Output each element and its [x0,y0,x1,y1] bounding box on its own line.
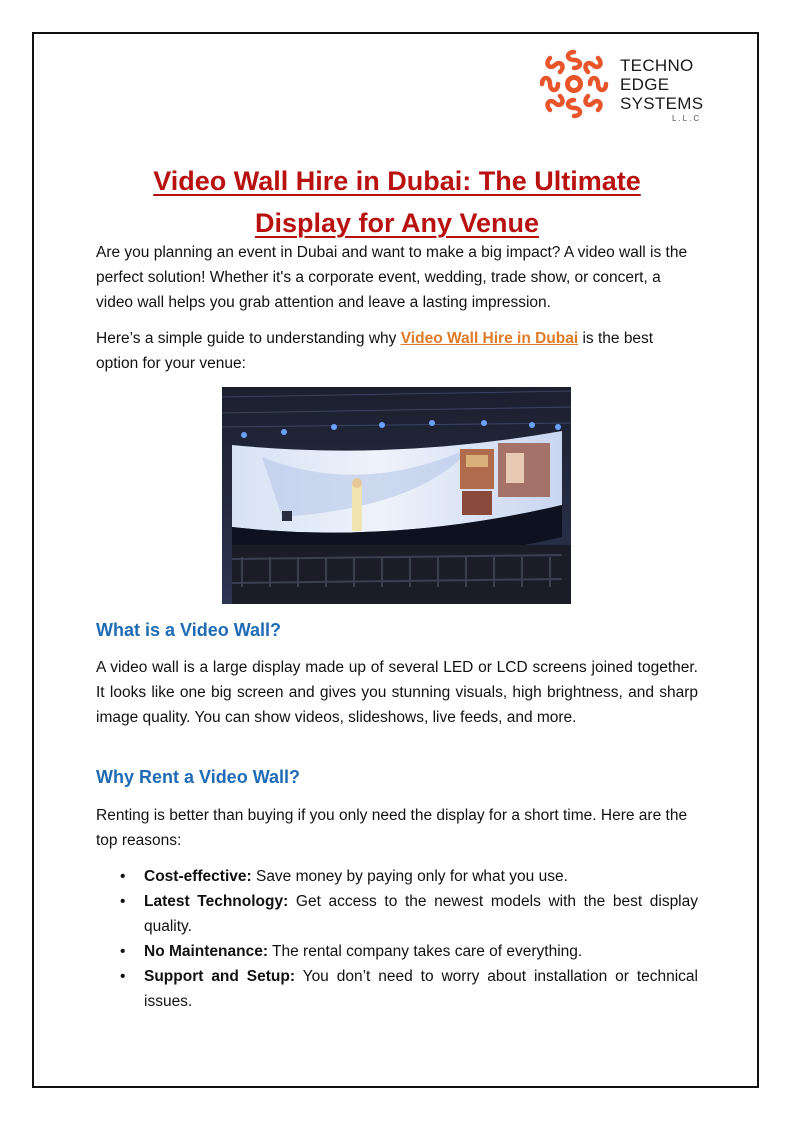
list-item-text: You don’t need to worry about installation or technical issues. [144,968,698,1010]
logo-line-3: SYSTEMS [620,94,704,113]
reasons-list [96,864,698,1014]
intro-text-after: is the best option for your venue: [96,330,654,372]
logo-line-1: TECHNO [620,56,694,75]
event-stage-photo [222,387,571,604]
logo-line-2: EDGE [620,75,670,94]
section-what-is-paragraph: A video wall is a large display made up of several LED or LCD screens joined together. It looks like one big screen and gives you stunning visuals, high brightness, and sharp image quality. You can show videos, slideshows, live feeds, and more. [96,659,698,726]
page-title-line-1: Video Wall Hire in Dubai: The Ultimate [153,166,641,196]
logo-emblem-icon [536,46,612,122]
list-item-text: Save money by paying only for what you use. [251,868,568,885]
list-item [96,939,698,964]
page-title-line-2: Display for Any Venue [254,208,540,238]
intro-paragraph: Are you planning an event in Dubai and want to make a big impact? A video wall is the perfect solution! Whether it's a corporate event, wedding, trade show, or concert, a video wall helps you grab attention and leave a lasting impression. [96,244,688,311]
logo-suffix: L.L.C [672,114,702,123]
list-item-title: Latest Technology: [144,893,289,910]
section-heading-why-rent: Why Rent a Video Wall? [96,767,301,787]
bullet-icon: • [120,968,126,985]
bullet-icon: • [120,868,126,885]
logo-wordmark [620,56,703,113]
section-heading-what-is: What is a Video Wall? [96,620,282,640]
section-why-rent-paragraph: Renting is better than buying if you only need the display for a short time. Here are the top reasons: [96,807,688,849]
list-item-text: The rental company takes care of everything. [268,943,583,960]
list-item [96,864,698,889]
list-item-title: Cost-effective: [144,868,252,885]
video-wall-stage-image [222,387,571,604]
bullet-icon: • [120,943,126,960]
list-item [96,889,698,939]
list-item-title: No Maintenance: [144,943,269,960]
list-item-text: Get access to the newest models with the best display quality. [144,893,699,935]
page-title [96,160,698,244]
company-logo [536,46,706,126]
intro-text-before: Here’s a simple guide to understanding why [96,330,401,347]
list-item-title: Support and Setup: [144,968,296,985]
intro-paragraph-2 [96,326,698,376]
video-wall-hire-link[interactable]: Video Wall Hire in Dubai [400,330,579,347]
list-item [96,964,698,1014]
bullet-icon: • [120,893,126,910]
